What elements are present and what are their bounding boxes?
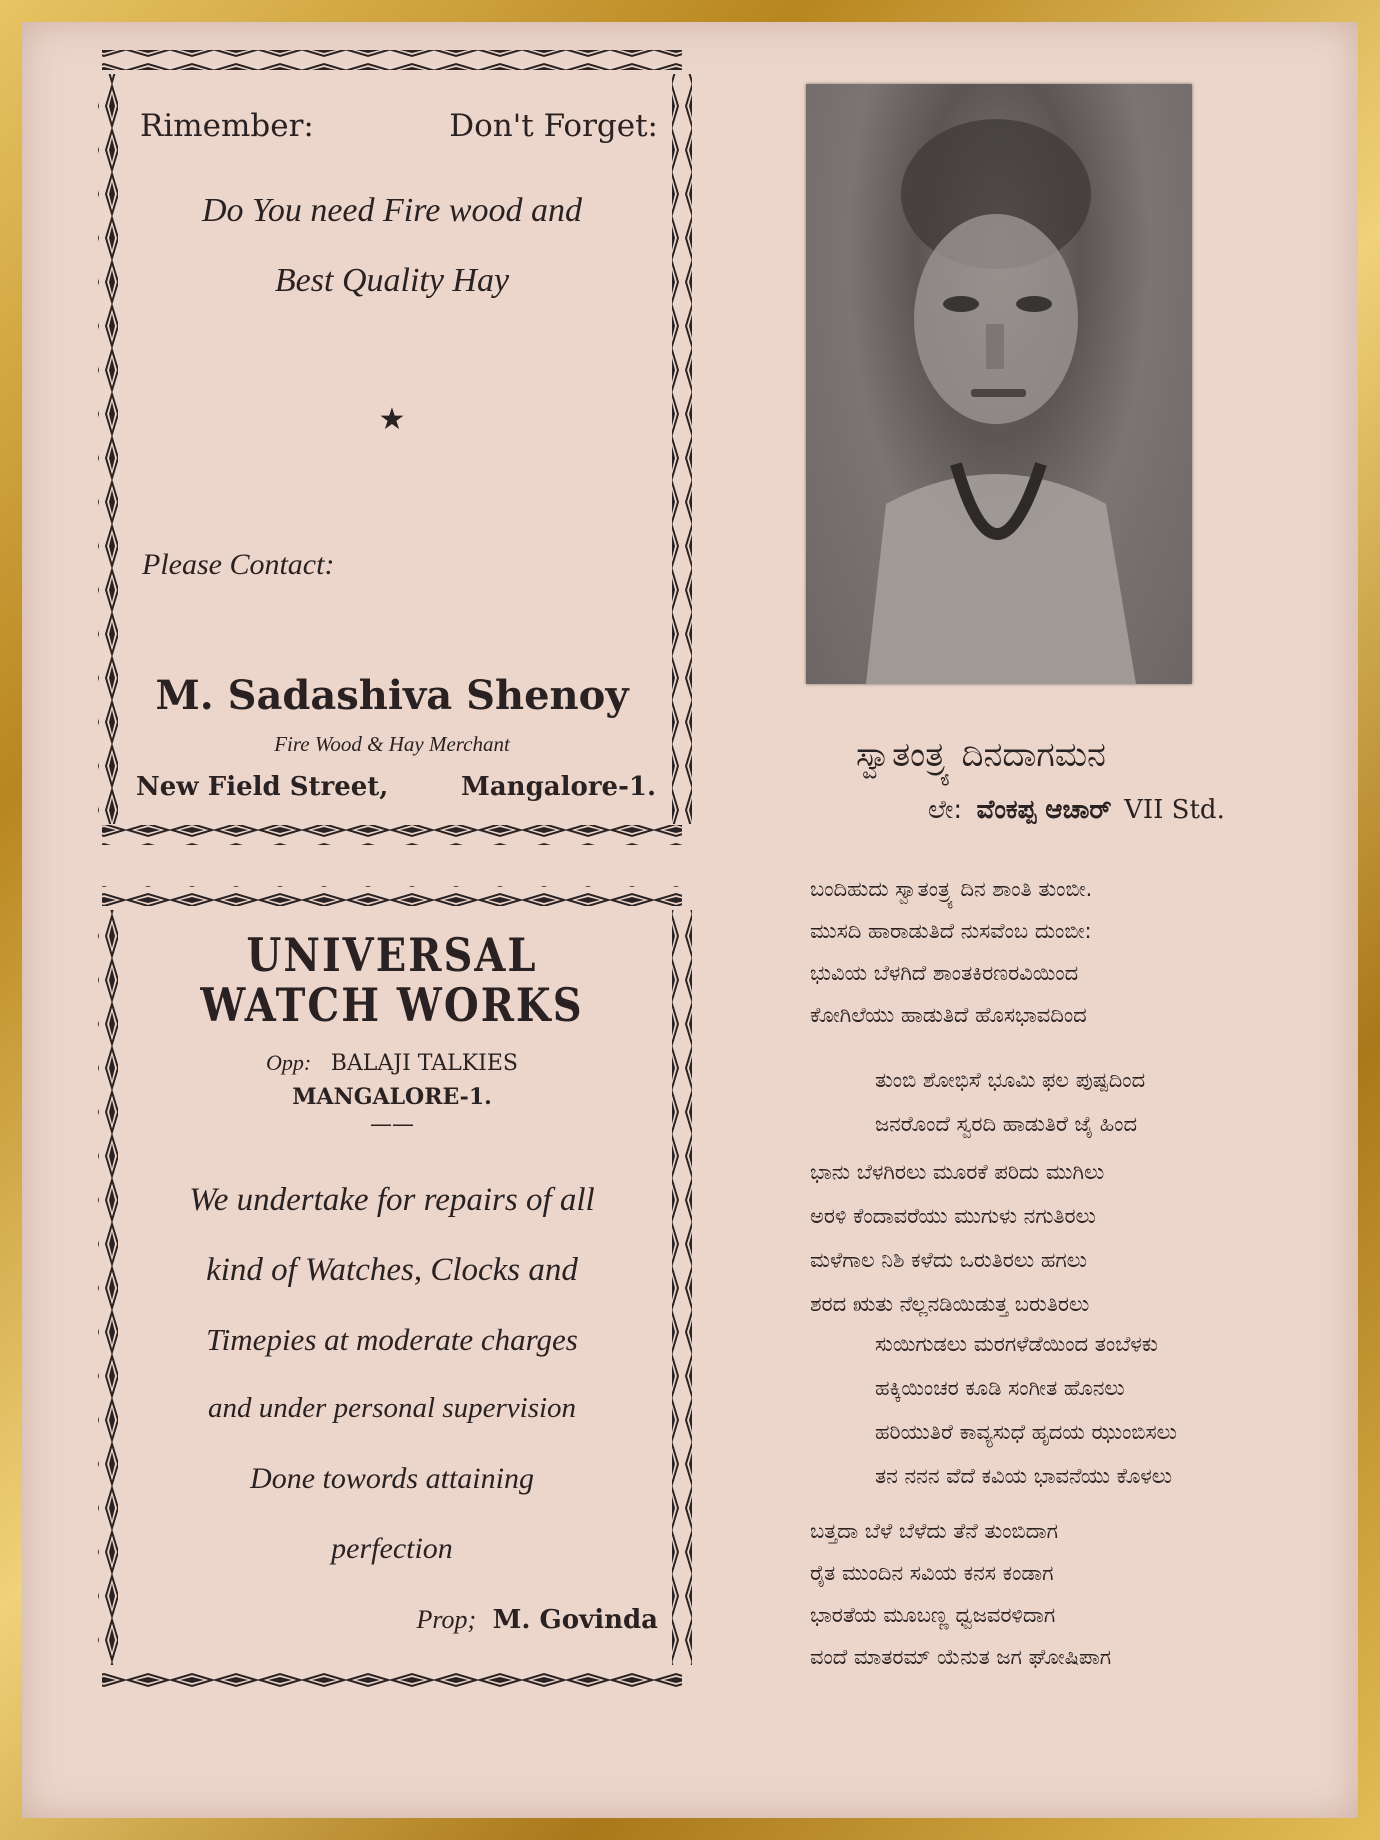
- poem-line: ವಂದೆ ಮಾತರಮ್ ಯೆನುತ ಜಗ ಘೋಷಿಪಾಗ: [810, 1645, 1112, 1669]
- firewood-line1: Do You need Fire wood and: [202, 192, 582, 229]
- poem-line: ರೈತ ಮುಂದಿನ ಸವಿಯ ಕನಸ ಕಂಡಾಗ: [810, 1561, 1054, 1585]
- merchant-name: M. Sadashiva Shenoy: [155, 672, 629, 719]
- prop-name: M. Govinda: [492, 1605, 658, 1635]
- author-name: ವೆಂಕಪ್ಪ ಆಚಾರ್: [976, 795, 1112, 825]
- service-line: kind of Watches, Clocks and: [206, 1252, 578, 1288]
- poem-line: ಸುಯಿಗುಡಲು ಮರಗಳೆಡೆಯಿಂದ ತಂಬೆಳಕು: [875, 1332, 1158, 1356]
- poem-stanza-1: [810, 868, 1092, 1036]
- poem-line: ಜನರೊಂದೆ ಸ್ವರದಿ ಹಾಡುತಿರೆ ಜೈ ಹಿಂದ: [875, 1112, 1138, 1136]
- poem-line: ತುಂಬಿ ಶೋಭಿಸೆ ಭೂಮಿ ಫಲ ಪುಷ್ಪದಿಂದ: [875, 1068, 1146, 1092]
- service-line: perfection: [331, 1532, 453, 1565]
- service-line: We undertake for repairs of all: [189, 1182, 595, 1218]
- opp-label: Opp:: [266, 1050, 312, 1075]
- proprietor-line: [416, 1605, 658, 1635]
- author-prefix: ಲೇ:: [928, 795, 963, 825]
- prop-label: Prop;: [416, 1605, 477, 1634]
- shop-city: MANGALORE-1.: [292, 1084, 492, 1110]
- opp-value: BALAJI TALKIES: [330, 1051, 518, 1076]
- poem-line: ಶರದ ಋತು ನೆಲ್ಲನಡಿಯಿಡುತ್ತ ಬರುತಿರಲು: [810, 1292, 1090, 1316]
- author-std: VII Std.: [1124, 795, 1225, 825]
- poem-line: ಮಳೆಗಾಲ ನಿಶಿ ಕಳೆದು ಒರುತಿರಲು ಹಗಲು: [810, 1248, 1088, 1272]
- ornamental-border: [82, 40, 702, 850]
- poem-author-line: [928, 795, 1225, 826]
- poem-line: ಭಾನು ಬೆಳಗಿರಲು ಮೂರಕೆ ಪರಿದು ಮುಗಿಲು: [810, 1160, 1105, 1184]
- remember-label: Rimember:: [140, 108, 314, 144]
- poem-line: ಕೋಗಿಲೆಯು ಹಾಡುತಿದೆ ಹೊಸಭಾವದಿಂದ: [810, 1003, 1087, 1027]
- shop-title-line2: WATCH WORKS: [200, 978, 584, 1033]
- poem-stanza-5: [810, 1510, 1111, 1678]
- poem-line: ತನ ನನನ ವೆದೆ ಕವಿಯ ಭಾವನೆಯು ಕೊಳಲು: [875, 1464, 1173, 1488]
- poem-line: ಮುಸದಿ ಹಾರಾಡುತಿದೆ ನುಸವೆಂಬ ದುಂಬೀ:: [810, 919, 1092, 943]
- merchant-role: Fire Wood & Hay Merchant: [274, 732, 510, 756]
- firewood-advert: [82, 40, 702, 850]
- author-photo: [806, 84, 1192, 684]
- watch-works-advert: [82, 870, 702, 1695]
- merchant-street: New Field Street,: [136, 772, 389, 802]
- poem-line: ಹರಿಯುತಿರೆ ಕಾವ್ಯಸುಧೆ ಹೃದಯ ಝುಂಬಿಸಲು: [875, 1420, 1177, 1444]
- portrait-image: [806, 84, 1192, 684]
- poem-title: ಸ್ವಾತಂತ್ರ್ಯ ದಿನದಾಗಮನ: [856, 735, 1106, 775]
- poem-stanza-3: [810, 1150, 1104, 1326]
- poem-line: ಅರಳಿ ಕೆಂದಾವರೆಯು ಮುಗುಳು ನಗುತಿರಲು: [810, 1204, 1096, 1228]
- please-contact-label: Please Contact:: [142, 548, 335, 581]
- shop-opp-line: [82, 1050, 702, 1076]
- divider-dash: ——: [370, 1112, 414, 1137]
- poem-line: ಬಂದಿಹುದು ಸ್ವಾತಂತ್ರ್ಯ ದಿನ ಶಾಂತಿ ತುಂಬೀ.: [810, 877, 1093, 901]
- service-line: Timepies at moderate charges: [206, 1322, 578, 1357]
- poem-stanza-2: [875, 1058, 1145, 1146]
- poem-line: ಹಕ್ಕಿಯಿಂಚರ ಕೂಡಿ ಸಂಗೀತ ಹೊನಲು: [875, 1376, 1125, 1400]
- poem-line: ಭುವಿಯ ಬೆಳಗಿದೆ ಶಾಂತಕಿರಣರವಿಯಿಂದ: [810, 961, 1079, 985]
- service-line: and under personal supervision: [207, 1392, 577, 1424]
- shop-title-line1: UNIVERSAL: [246, 928, 538, 983]
- dont-forget-label: Don't Forget:: [449, 108, 658, 144]
- poem-line: ಭಾರತೆಯ ಮೂಬಣ್ಣ ಧ್ವಜವರಳಿದಾಗ: [810, 1603, 1056, 1627]
- poem-stanza-4: [875, 1322, 1177, 1498]
- firewood-line2: Best Quality Hay: [274, 262, 510, 299]
- merchant-city: Mangalore-1.: [461, 772, 656, 802]
- star-icon: ★: [378, 402, 406, 437]
- poem-line: ಬತ್ತದಾ ಬೆಳೆ ಬೆಳೆದು ತೆನೆ ತುಂಬಿದಾಗ: [810, 1519, 1058, 1543]
- service-line: Done towords attaining: [250, 1462, 534, 1495]
